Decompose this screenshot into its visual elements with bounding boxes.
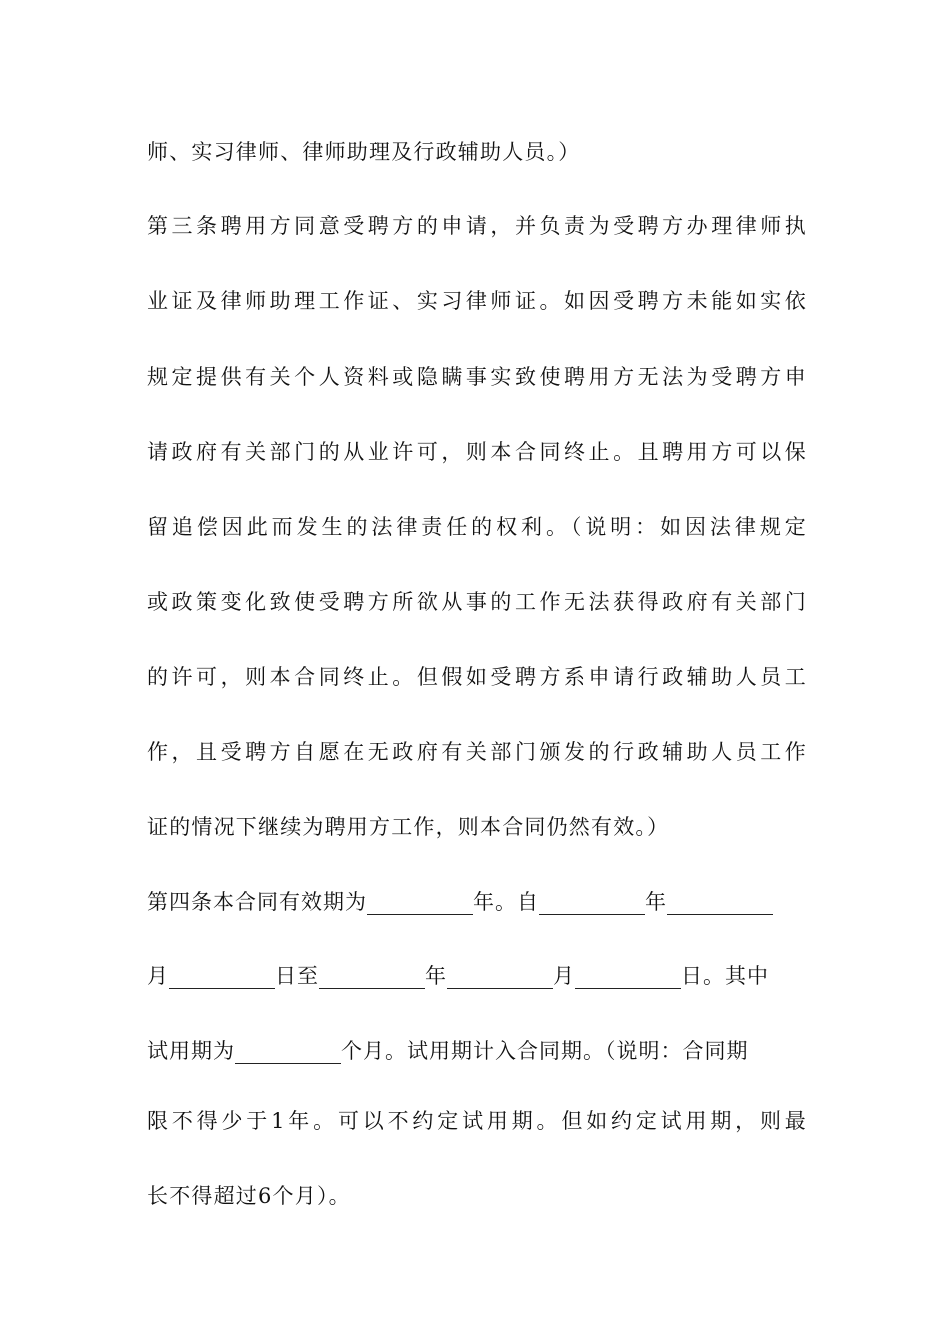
text-line: 证的情况下继续为聘用方工作，则本合同仍然有效。）	[147, 815, 670, 839]
fill-in-blank-start-year[interactable]	[539, 892, 645, 915]
text-line: 业证及律师助理工作证、实习律师证。如因受聘方未能如实依	[147, 289, 807, 313]
text-segment: 日至	[275, 964, 319, 988]
article-4-line-3	[147, 1035, 807, 1067]
fill-in-blank-end-year[interactable]	[319, 966, 425, 989]
fill-in-blank-start-day[interactable]	[169, 966, 275, 989]
text-line: 留追偿因此而发生的法律责任的权利。（说明：如因法律规定	[147, 515, 807, 539]
text-line: 或政策变化致使受聘方所欲从事的工作无法获得政府有关部门	[147, 590, 807, 614]
text-segment: 日。其中	[681, 964, 769, 988]
article-4-line-2	[147, 960, 807, 992]
text-line: 的许可，则本合同终止。但假如受聘方系申请行政辅助人员工	[147, 665, 807, 689]
text-line: 长不得超过6个月）。	[147, 1184, 351, 1208]
fill-in-blank-end-day[interactable]	[575, 966, 681, 989]
text-line: 师、实习律师、律师助理及行政辅助人员。）	[147, 140, 581, 164]
text-segment: 年	[425, 964, 447, 988]
article-4-line-1	[147, 886, 807, 918]
text-line: 规定提供有关个人资料或隐瞒事实致使聘用方无法为受聘方申	[147, 365, 807, 389]
text-segment: 第四条本合同有效期为	[147, 890, 367, 914]
text-line: 限不得少于1年。可以不约定试用期。但如约定试用期，则最	[147, 1109, 807, 1133]
fill-in-blank-start-month[interactable]	[667, 892, 773, 915]
fill-in-blank-end-month[interactable]	[447, 966, 553, 989]
text-line: 请政府有关部门的从业许可，则本合同终止。且聘用方可以保	[147, 440, 807, 464]
text-segment: 个月。试用期计入合同期。（说明：合同期	[341, 1039, 749, 1063]
fill-in-blank-years[interactable]	[367, 892, 473, 915]
text-segment: 年	[645, 890, 667, 914]
fill-in-blank-probation-months[interactable]	[235, 1041, 341, 1064]
text-segment: 年。自	[473, 890, 539, 914]
text-line: 第三条聘用方同意受聘方的申请，并负责为受聘方办理律师执	[147, 214, 807, 238]
text-segment: 试用期为	[147, 1039, 235, 1063]
text-segment: 月	[147, 964, 169, 988]
text-segment: 月	[553, 964, 575, 988]
text-line: 作，且受聘方自愿在无政府有关部门颁发的行政辅助人员工作	[147, 740, 807, 764]
